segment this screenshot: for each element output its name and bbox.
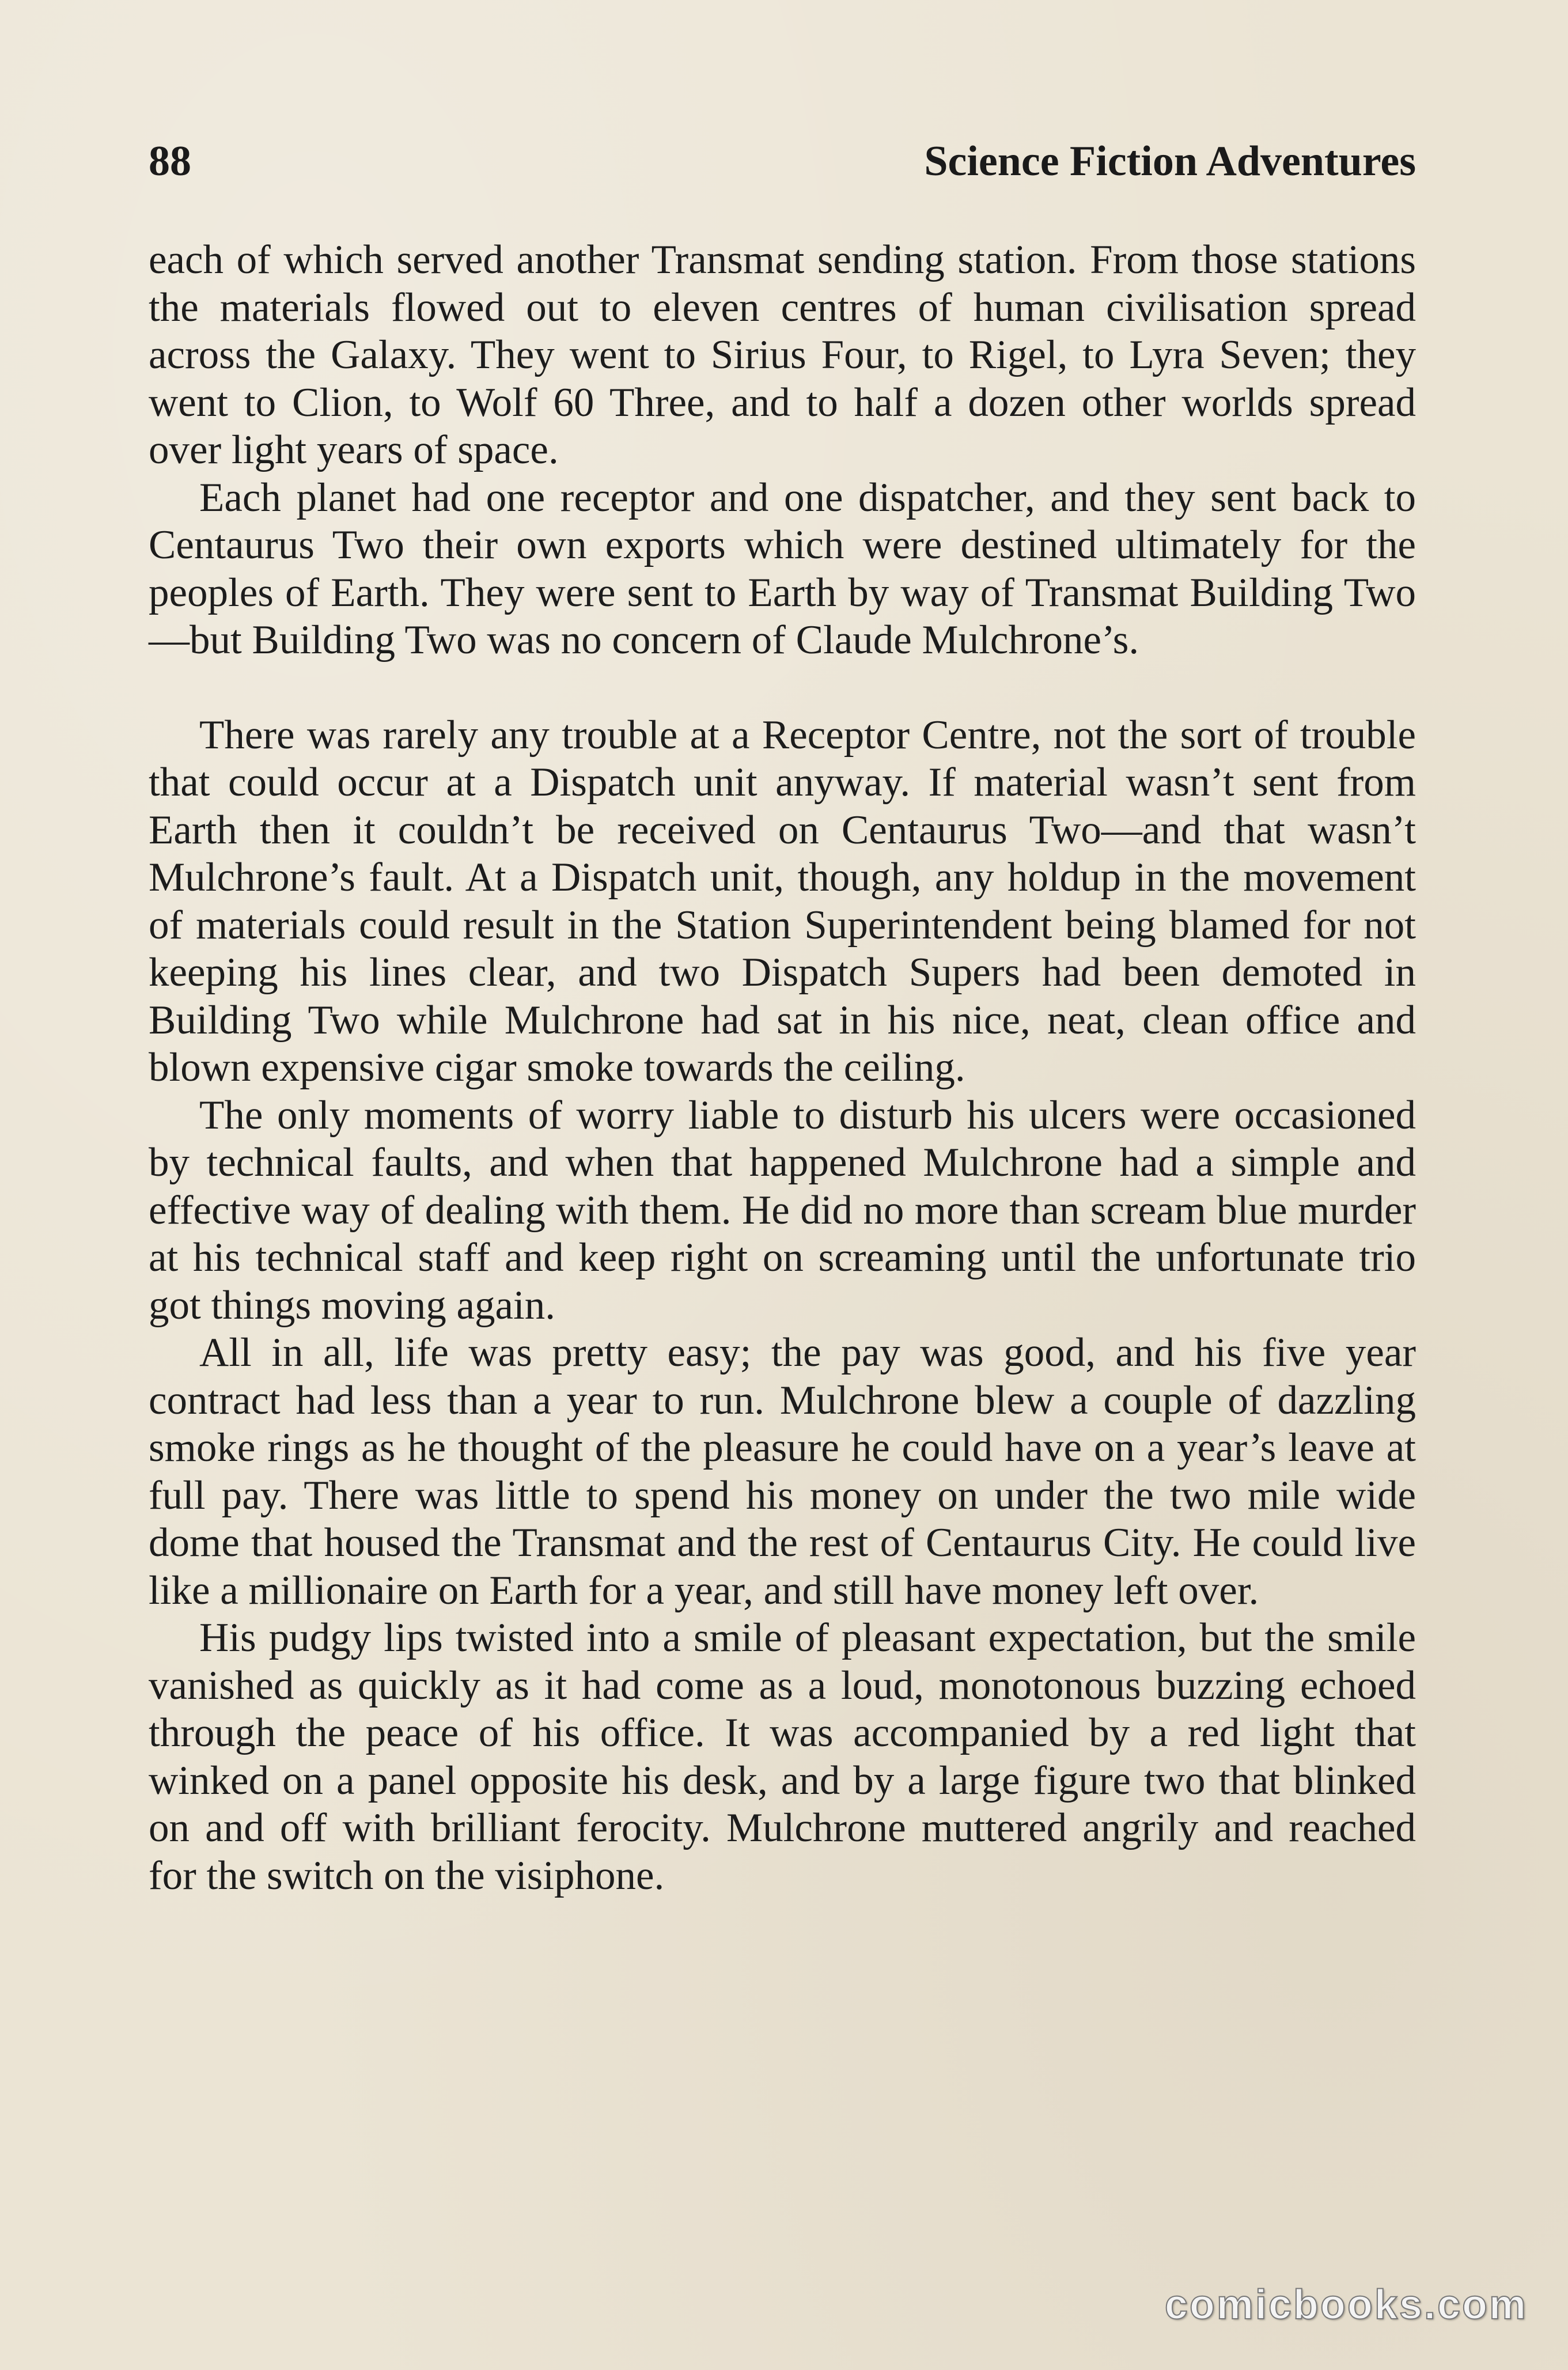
story-text xyxy=(149,236,1416,1899)
paragraph: Each planet had one receptor and one dispatcher, and they sent back to Centaurus Two their own exports which were destined ultimately for the peoples of Earth. They were sent to Earth by way of Transmat Building Two—but Building Two was no concern of Claude Mulchrone’s. xyxy=(149,475,1416,662)
magazine-title: Science Fiction Adventures xyxy=(924,138,1416,185)
running-head xyxy=(149,137,1416,189)
paragraph-continued: each of which served another Transmat sending station. From those stations the materials flowed out to eleven centres of human civilisation spread across the Galaxy. They went to Sirius Four, to Rigel, to Lyra Seven; they went to Clion, to Wolf 60 Three, and to half a dozen other worlds spread over light years of space. xyxy=(149,237,1416,472)
paragraph: All in all, life was pretty easy; the pay was good, and his five year contract had less than a year to run. Mulchrone blew a couple of dazzling smoke rings as he thought of the pleasure he could have on a year’s leave at full pay. There was little to spend his money on under the two mile wide dome that housed the Transmat and the rest of Centaurus City. He could live like a millionaire on Earth for a year, and still have money left over. xyxy=(149,1330,1416,1613)
page-number: 88 xyxy=(149,138,191,185)
site-watermark: comicbooks.com xyxy=(1164,2282,1528,2328)
paragraph: His pudgy lips twisted into a smile of pleasant expectation, but the smile vanished as quickly as it had come as a loud, monotonous buzzing echoed through the peace of his office. It was accompanied by a red light that winked on a panel opposite his desk, and by a large figure two that blinked on and off with brilliant ferocity. Mulchrone muttered angrily and reached for the switch on the visiphone. xyxy=(149,1615,1416,1898)
paragraph: The only moments of worry liable to disturb his ulcers were occasioned by technical faults, and when that happened Mulchrone had a simple and effective way of dealing with them. He did no more than scream blue murder at his technical staff and keep right on screaming until the unfortunate trio got things moving again. xyxy=(149,1092,1416,1328)
paragraph-section-start: There was rarely any trouble at a Receptor Centre, not the sort of trouble that could occur at a Dispatch unit anyway. If material wasn’t sent from Earth then it couldn’t be received on Centaurus Two—and that wasn’t Mulchrone’s fault. At a Dispatch unit, though, any holdup in the movement of materials could result in the Station Superintendent being blamed for not keeping his lines clear, and two Dispatch Supers had been demoted in Building Two while Mulchrone had sat in his nice, neat, clean office and blown expensive cigar smoke towards the ceiling. xyxy=(149,712,1416,1090)
